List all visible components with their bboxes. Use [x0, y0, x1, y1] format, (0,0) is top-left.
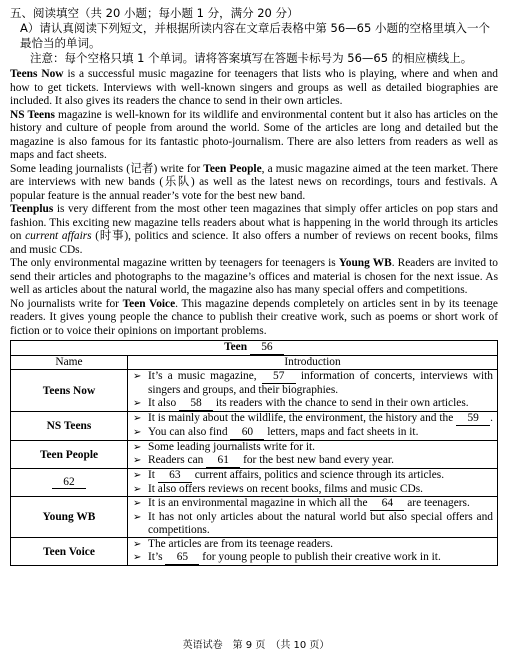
introduction-line	[132, 511, 493, 537]
magazine-name: Teen Voice	[122, 297, 176, 310]
bullet-arrow-icon: ➢	[133, 398, 142, 409]
table-row	[11, 412, 498, 441]
paragraph-text: (时事), politics and science. It also offers a number of reviews on recent books, films and music CDs.	[10, 230, 498, 256]
introduction-line	[132, 454, 493, 468]
table-row	[11, 469, 498, 497]
answer-blank[interactable]: 62	[52, 476, 86, 489]
bullet-arrow-icon: ➢	[133, 371, 142, 382]
introduction-line	[132, 412, 493, 426]
introduction-line	[132, 441, 493, 454]
table-row	[11, 370, 498, 412]
bullet-arrow-icon: ➢	[133, 442, 142, 453]
line-text: Some leading journalists write for it.	[148, 441, 316, 453]
line-text: its readers with the chance to send in their own articles.	[215, 397, 469, 409]
paragraph-text: , a music magazine aimed at the teen market. There are interviews with new bands (乐队) as well as the latest news on recordings, tours and festivals. A popular feature is the annual reader’s vote for the best new band.	[10, 162, 498, 202]
line-text: current affairs, politics and science through its articles.	[194, 469, 445, 481]
introduction-cell	[128, 441, 498, 469]
answer-blank[interactable]: 64	[370, 497, 404, 511]
line-text: It also offers reviews on recent books, films and music CDs.	[148, 483, 424, 495]
section-title: 五、阅读填空（共 20 小题；每小题 1 分，满分 20 分）	[10, 6, 299, 20]
line-text: The articles are from its teenage readers.	[148, 538, 333, 550]
line-text: letters, maps and fact sheets in it.	[267, 426, 419, 438]
line-text: are teenagers.	[407, 497, 470, 509]
bullet-arrow-icon: ➢	[133, 484, 142, 495]
introduction-cell	[128, 370, 498, 412]
bullet-arrow-icon: ➢	[133, 455, 142, 466]
magazine-name-cell: NS Teens	[11, 412, 128, 441]
line-text: .	[490, 412, 493, 424]
line-text: It’s a music magazine,	[148, 370, 257, 382]
line-text: for young people to publish their creative work in it.	[202, 551, 441, 563]
part-a-instruction: A）请认真阅读下列短文，并根据所读内容在文章后表格中第 56—65 小题的空格里填入一个最恰当的单词。	[20, 21, 490, 50]
answer-blank[interactable]: 58	[179, 397, 213, 411]
answer-blank[interactable]: 63	[158, 469, 192, 483]
magazine-name-cell: Teen Voice	[11, 538, 128, 566]
table-row	[11, 497, 498, 538]
bullet-arrow-icon: ➢	[133, 413, 142, 424]
magazine-name: NS Teens	[10, 108, 55, 121]
introduction-cell	[128, 538, 498, 566]
column-header-introduction: Introduction	[128, 356, 498, 370]
table-row	[11, 441, 498, 469]
paragraph-teen-people	[10, 163, 498, 204]
paragraph-text: is a successful music magazine for teenagers that lists who is playing, where and when and how to get tickets. Interviews with well-known singers and groups as well as detailed biographies are included. It also gives its readers the chance to send in their own articles.	[10, 68, 498, 107]
line-text: It is an environmental magazine in which all the	[148, 497, 368, 509]
line-text: It also	[148, 397, 177, 409]
magazine-name-cell: Young WB	[11, 497, 128, 538]
bullet-arrow-icon: ➢	[133, 552, 142, 563]
introduction-line	[132, 497, 493, 511]
paragraph-text: The only environmental magazine written by teenagers for teenagers is	[10, 257, 339, 269]
paragraph-text: Some leading journalists (记者) write for	[10, 162, 204, 175]
line-text: It has not only articles about the natural world but also special offers and competitions.	[148, 511, 493, 536]
answer-blank[interactable]: 59	[456, 412, 490, 426]
answer-blank[interactable]: 60	[230, 426, 264, 440]
introduction-line	[132, 370, 493, 397]
introduction-line	[132, 538, 493, 551]
answer-blank[interactable]: 57	[262, 370, 296, 384]
answer-blank[interactable]: 56	[250, 341, 284, 355]
line-text: Readers can	[148, 454, 204, 466]
introduction-line	[132, 469, 493, 483]
paragraph-text: magazine is well-known for its wildlife and environmental content but it also has articles on the history and culture of people from around the world. Some of the articles are long and detailed but the magazine is also famous for its fantastic photo-journalism. There are also letters from readers as well as maps and fact sheets.	[10, 108, 498, 161]
table-row	[11, 538, 498, 566]
line-text: You can also find	[148, 426, 228, 438]
paragraph-text: . This magazine depends completely on articles sent in by its teenage readers. It gives young people the chance to publish their creative work, such as poems or short work of fiction or to voice their opinions on important problems.	[10, 297, 498, 337]
magazine-name-cell: Teens Now	[11, 370, 128, 412]
bullet-arrow-icon: ➢	[133, 427, 142, 438]
line-text: It’s	[148, 551, 163, 563]
introduction-cell	[128, 469, 498, 497]
bullet-arrow-icon: ➢	[133, 539, 142, 550]
magazine-name-cell	[11, 469, 128, 497]
introduction-cell	[128, 412, 498, 441]
answer-blank[interactable]: 65	[165, 551, 199, 565]
column-header-name: Name	[11, 356, 128, 370]
magazine-name: Teens Now	[10, 68, 64, 80]
introduction-line	[132, 397, 493, 411]
bullet-arrow-icon: ➢	[133, 512, 142, 523]
paragraph-teen-voice	[10, 298, 498, 339]
magazine-name: Teenplus	[10, 203, 54, 215]
introduction-line	[132, 426, 493, 440]
paragraph-text: . Readers are invited to send their articles and photographs to the magazine’s offices and material is chosen for the next issue. As well as articles about the natural world, the magazine also has many special offers and competitions.	[10, 257, 499, 296]
line-text: information of concerts, interviews with singers and groups, and their biographies.	[148, 370, 493, 396]
page-footer: 英语试卷 第 9 页 （共 10 页）	[182, 640, 330, 651]
answer-note: 注意：每个空格只填 1 个单词。请将答案填写在答题卡标号为 56—65 的相应横线上。	[30, 51, 473, 65]
bullet-arrow-icon: ➢	[133, 498, 142, 509]
paragraph-teenplus	[10, 203, 498, 257]
magazine-name: Young WB	[338, 257, 392, 269]
introduction-line	[132, 551, 493, 565]
summary-table	[10, 340, 498, 566]
paragraph-text: No journalists write for	[10, 297, 123, 310]
bullet-arrow-icon: ➢	[133, 470, 142, 481]
reading-passage	[10, 68, 498, 338]
magazine-name-cell: Teen People	[11, 441, 128, 469]
paragraph-ns-teens	[10, 109, 498, 163]
section-header	[10, 6, 498, 66]
line-text: for the best new band every year.	[243, 454, 394, 466]
table-title-text: Teen	[224, 341, 248, 353]
paragraph-text: is very different from the most other teen magazines that simply offer articles on pop stars and fashion. This exciting new magazine tells readers about what is happening in the world through its articles on	[10, 203, 498, 242]
magazine-name: Teen People	[203, 162, 262, 175]
paragraph-young-wb	[10, 257, 498, 298]
paragraph-teens-now	[10, 68, 498, 109]
table-body	[11, 370, 498, 566]
answer-blank[interactable]: 61	[206, 454, 240, 468]
table-title	[11, 341, 498, 356]
italic-term: current affairs	[25, 230, 92, 242]
introduction-line	[132, 483, 493, 496]
line-text: It	[148, 469, 155, 481]
line-text: It is mainly about the wildlife, the environment, the history and the	[148, 412, 454, 424]
introduction-cell	[128, 497, 498, 538]
